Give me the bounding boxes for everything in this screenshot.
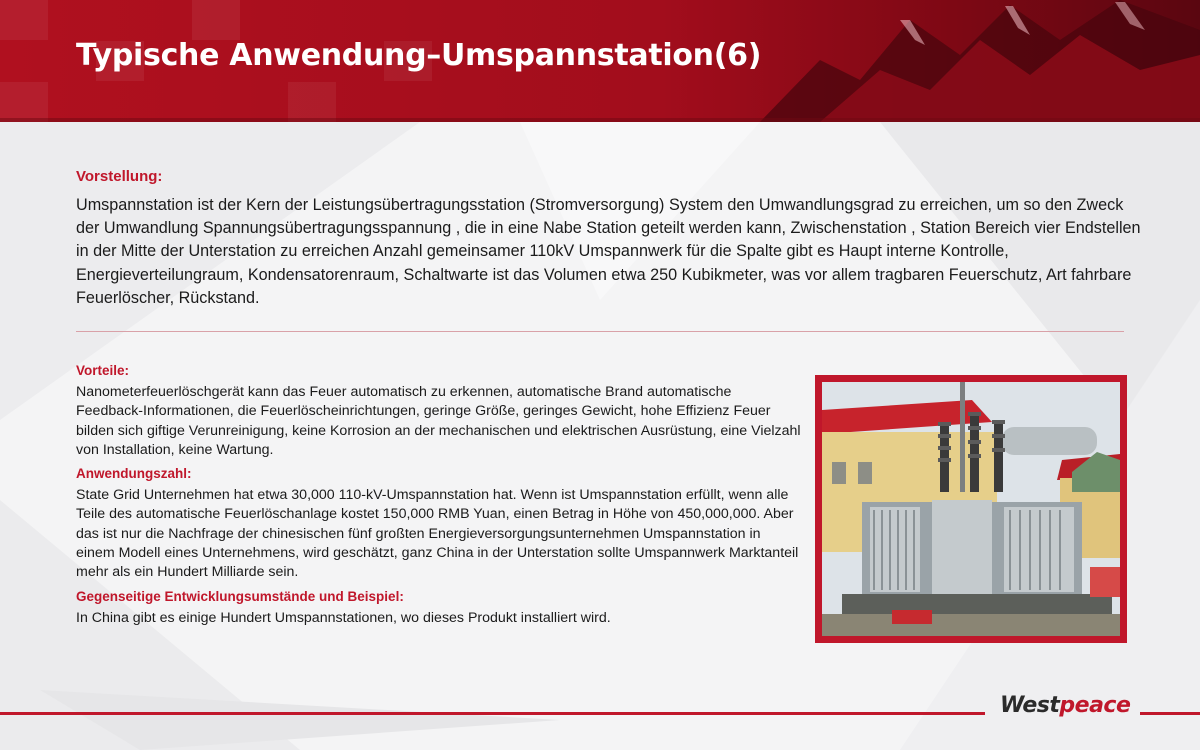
examples-text: In China gibt es einige Hundert Umspannstationen, wo dieses Produkt installiert wird. xyxy=(76,609,611,626)
westpeace-logo xyxy=(1000,693,1130,718)
footer-line-left xyxy=(0,712,985,715)
advantages-text: Nanometerfeuerlöschgerät kann das Feuer automatisch zu erkennen, automatische Brand automatische Feedback-Informationen, die Feuerlöscheinrichtungen, geringe Größe, geringes Gewicht, hohe Effizienz Feuer bilden sich giftige Verunreinigung, keine Korrosion an der mechanischen und elektrischen Ausrüstung, eine Vielzahl von Installation, keine Wartung. xyxy=(76,384,801,458)
application-count-text: State Grid Unternehmen hat etwa 30,000 110-kV-Umspannstation hat. Wenn ist Umspannstation erfüllt, wenn alle Teile des automatische Feuerlöschanlage kostet 150,000 RMB Yuan, einen Betrag in Höhe von 450,000,000. Aber das ist nur die Nachfrage der chinesischen fünf großten Energieversorgungsunternehmen Umspannstation in einem Modell eines Unternehmens, wird geschätzt, ganz China in der Unterstation sollte Umspannwerk Marktanteil mehr als ein Hundert Milliarde sein. xyxy=(76,487,799,581)
transformer-photo-frame xyxy=(815,375,1127,643)
application-count-heading: Anwendungszahl: xyxy=(76,466,192,482)
logo-west: West xyxy=(1000,693,1060,718)
logo-peace: peace xyxy=(1059,693,1131,718)
section-divider xyxy=(76,331,1124,332)
details-section xyxy=(76,363,801,634)
examples-heading: Gegenseitige Entwicklungsumstände und Beispiel: xyxy=(76,588,404,604)
transformer-photo xyxy=(822,382,1120,636)
intro-text: Umspannstation ist der Kern der Leistungsübertragungsstation (Stromversorgung) System den Umwandlungsgrad zu erreichen, um so den Zweck der Umwandlung Spannungsübertragungsspannung , die in eine Nabe Station geteilt werden kann, Zwischenstation , Station Bereich vier Endstellen in der Mitte der Unterstation zu erreichen Anzahl gemeinsamer 110kV Umspannwerk für die Spalte gibt es Haupt interne Kontrolle, Energieverteilungraum, Kondensatorenraum, Schaltwarte ist das Volumen etwa 250 Kubikmeter, was vor allem tragbaren Feuerschutz, Art fahrbare Feuerlöscher, Rückstand. xyxy=(76,196,1141,307)
footer-line-right xyxy=(1140,712,1200,715)
page-title: Typische Anwendung–Umspannstation(6) xyxy=(76,38,762,73)
intro-section xyxy=(76,168,1148,310)
advantages-heading: Vorteile: xyxy=(76,363,130,378)
intro-heading: Vorstellung: xyxy=(76,168,163,185)
